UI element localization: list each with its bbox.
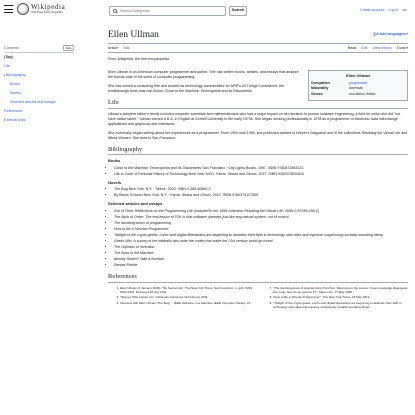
list-item: • How to Be a 'Woman Programmer' (114, 227, 408, 232)
toc-collapse-icon[interactable]: ▾ (4, 74, 6, 78)
article-body (108, 70, 408, 310)
table-of-contents (4, 45, 74, 127)
list-item: • The Boss in the Machine (114, 251, 408, 256)
reference-item: 8. "How to Be a 'Woman Programmer'". The New York Times. 18 May 2013. (273, 295, 408, 299)
toc-hide-button[interactable]: hide (63, 45, 74, 51)
section-heading-books: Books (108, 158, 121, 164)
infobox-label: Nationality (311, 86, 329, 91)
toc-link-books[interactable]: Books (10, 82, 20, 87)
list-item: • Identity Stolen? Take a Number (114, 257, 408, 262)
list-item: • Dennis Ritchie (114, 263, 408, 268)
more-options-icon[interactable]: ••• (402, 8, 407, 12)
list-item: • Close to the Machine: Technophilia and Its Discontents San Francisco : City Lights Books, 1997. ISBN 9780872863323 (114, 166, 408, 171)
references-list (108, 286, 408, 311)
tab-edit[interactable]: Edit (361, 46, 368, 50)
toc-link-bibliography[interactable]: Bibliography (5, 73, 26, 78)
toc-link-external-links[interactable]: External links (4, 118, 26, 123)
lead-paragraph-2: She has owned a consulting firm and worked as technology commentator for NPR's All Things Considered. Her breakthrough book was non-fiction: Close to the Machine: Technophilia and its Discontents. (108, 84, 285, 94)
infobox-value[interactable]: programmer (349, 80, 368, 85)
chevron-down-icon: ▾ (405, 32, 408, 36)
main-content (108, 30, 408, 309)
list-item: • Out of Time: Reflections on the Programming Life (included in the 1995 collection Resisting the Virtual Life, ISBN 0-87286-299-2) (114, 209, 408, 214)
add-languages-label: Add languages (379, 32, 406, 36)
top-bar (0, 0, 415, 22)
toc-item-books (4, 82, 74, 87)
infobox-value: non-fiction, fiction (349, 92, 376, 97)
main-menu-icon[interactable] (4, 5, 13, 13)
page-title: Ellen Ullman (108, 30, 159, 40)
tab-article[interactable]: Article (108, 46, 118, 53)
site-subtitle: From Wikipedia, the free encyclopedia (108, 57, 170, 61)
toc-link-novels[interactable]: Novels (10, 91, 21, 96)
section-heading-articles: Selected articles and essays (108, 201, 163, 207)
translate-icon: 文A (372, 32, 380, 36)
books-list (108, 166, 408, 177)
novels-list (108, 187, 408, 198)
reference-item: 7. "The dumbing-down of programming: Part Two, Returning to the source. Once knowledge disappears into code, how do we retrieve it?". Salon.com. 13 May 1998. (273, 286, 408, 294)
toc-item-external-links (4, 118, 74, 123)
articles-list (108, 209, 408, 268)
toc-header (4, 45, 74, 53)
reference-item: 3. Interview with Ellen Ullman (The Bug) ... IEEE Software. Los Alamitos: IEEE Computer Society. 15 (120, 301, 255, 305)
infobox-label: Occupation (311, 80, 330, 85)
list-item: • The Orphans of Invention (114, 245, 408, 250)
toc-link-life[interactable]: Life (4, 64, 10, 69)
wikipedia-wordmark[interactable]: Wikipedia (31, 3, 66, 11)
section-heading-bibliography: Bibliography (108, 146, 408, 155)
list-item: • Geeks Win: A survey of the oddballs who write the codes that make the 21st century world go round (114, 239, 408, 244)
search-icon (113, 9, 117, 13)
toc-item-articles (4, 100, 74, 105)
list-item: • Life in Code: A Personal History of Technology New York: MCD, Farrar, Straus and Giroux, 2017. ISBN 9780374534516 (114, 172, 408, 177)
reference-item: 1. Ellen Ullman (1 January 2009). "My Secret Life". The New York Times. San Francisco. p. A23. ISSN 0362-4331. Retrieved 20 July 2011. (120, 286, 255, 294)
toc-item-novels (4, 91, 74, 96)
tab-talk[interactable]: Talk (123, 46, 130, 50)
personal-tools (360, 8, 407, 13)
toc-heading: Contents (4, 45, 19, 50)
search-input[interactable] (120, 9, 210, 13)
infobox-title: Ellen Ullman (345, 73, 370, 78)
list-item: • The Bug New York, N.Y. : Talese, 2003. ISBN 0-385-50860-3 (114, 187, 408, 192)
toc-item-life (4, 64, 74, 69)
toc-link-references[interactable]: References (4, 109, 23, 114)
references-column-1 (108, 286, 255, 311)
tab-tools-label: Tools (396, 46, 406, 50)
list-item: • Twilight of the crypto-geeks: Loner-wolf digital libertarians are beginning to abandon their faith in technology uber alles and espouse suspiciously socialist-sounding ideas. (114, 233, 408, 238)
reference-item: 9. "Twilight of the crypto-geeks: Loner-wolf digital libertarians are beginning to abandon their faith in technology uber alles and espouse suspiciously socialist-sounding ideas". (273, 301, 408, 309)
log-in-link[interactable]: Log in (388, 8, 399, 12)
section-heading-life: Life (108, 99, 408, 108)
infobox-value: American (349, 86, 364, 91)
toc-link-articles[interactable]: Selected articles and essays (10, 100, 56, 105)
tab-read[interactable]: Read (348, 46, 357, 53)
tabs-divider (108, 52, 408, 53)
list-item: • The dumbing-down of programming (114, 221, 408, 226)
lead-paragraph-1: Ellen Ullman is an American computer programmer and author. She has written books, articles, and essays that analyze the human side of the world of computer programming. (108, 70, 299, 80)
life-paragraph-1: Ullman's adoptive father's family included computer scientists and mathematicians who had a major impact on her decision to pursue software engineering, a field for which she did "not have native talent." Ullman earned a B.A. in English at Cornell University in the early 1970s. She began working professionally in 1978 as a programmer of electronic data interchange applications and graphical user interfaces. (108, 111, 401, 126)
references-column-2 (261, 286, 408, 311)
wikipedia-globe-logo[interactable] (17, 3, 29, 15)
section-heading-novels: Novels (108, 179, 122, 185)
toc-item-top[interactable]: (Top) (4, 55, 13, 60)
tab-tools[interactable]: Tools ▾ (396, 46, 408, 50)
infobox-label: Genres (311, 92, 323, 97)
lead-section (108, 70, 303, 94)
search-box[interactable] (109, 6, 226, 16)
toc-item-bibliography (4, 73, 74, 78)
list-item: • The Myth of Order: The real lesson of Y2K is that software operates just like any natural system: out of control (114, 215, 408, 220)
section-heading-references: References (108, 273, 408, 282)
create-account-link[interactable]: Create account (360, 8, 385, 12)
list-item: • By Blood: A Novel New York, N.Y. : Farrar, Straus and Giroux, 2012. ISBN 9780374117559 (114, 193, 408, 198)
wikipedia-tagline: The Free Encyclopedia (31, 10, 63, 14)
toc-item-references (4, 109, 74, 114)
tab-view-history[interactable]: View history (372, 46, 392, 50)
life-paragraph-2: She eventually began writing about her experiences as a programmer. From 1994 until 1996, she published articles in Harper's Magazine and in the collections Resisting the Virtual Life and Wired Women. She lives in San Francisco. (108, 130, 408, 140)
search-button[interactable]: Search (229, 6, 247, 16)
reference-item: 2. "Women Who Inspire Us". GirlGeeks. Retrieved 19 February 2011. (120, 295, 255, 299)
title-divider (108, 43, 408, 44)
add-languages-button[interactable] (373, 32, 409, 37)
